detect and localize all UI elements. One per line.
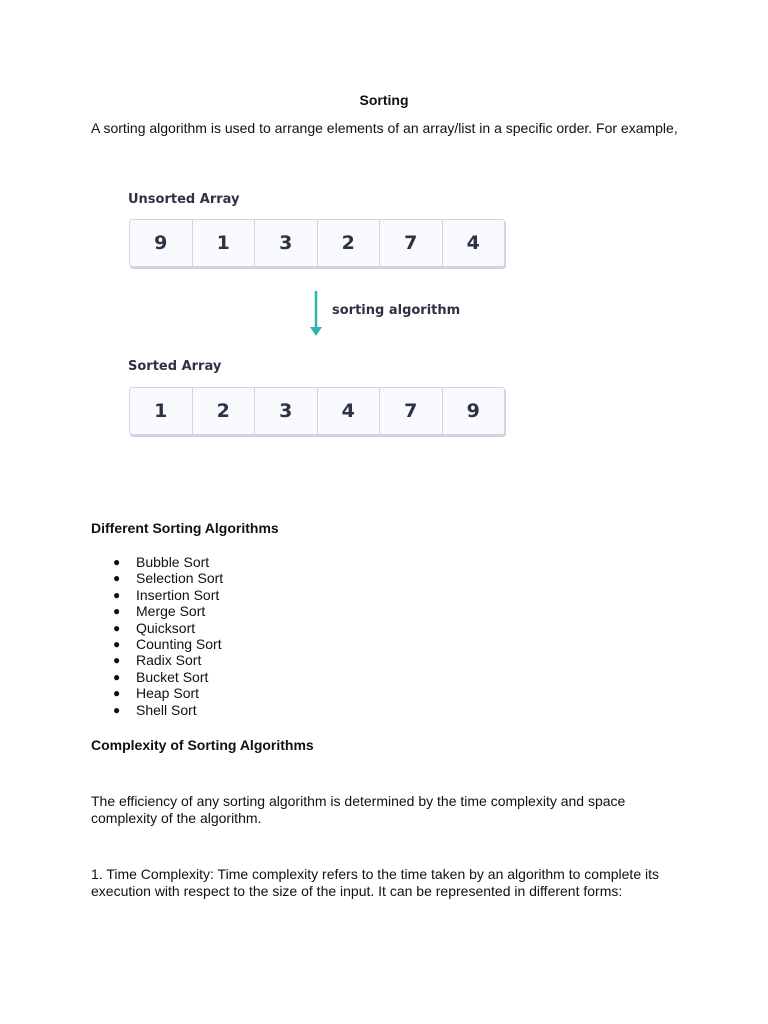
bullet-icon: ●	[113, 604, 121, 619]
bullet-icon: ●	[113, 653, 121, 668]
list-item-label: Radix Sort	[136, 652, 202, 669]
list-item-label: Shell Sort	[136, 701, 197, 718]
array-cell: 2	[318, 220, 381, 266]
unsorted-array	[129, 219, 505, 267]
list-item-label: Heap Sort	[136, 685, 200, 702]
list-item-label: Merge Sort	[136, 603, 206, 620]
intro-paragraph: A sorting algorithm is used to arrange elements of an array/list in a specific order. For example,	[91, 120, 678, 136]
array-cell: 9	[466, 400, 480, 422]
bullet-icon: ●	[113, 555, 121, 569]
time-complexity-paragraph: 1. Time Complexity: Time complexity refers to the time taken by an algorithm to complete its execution with respect to the size of the input. It can be represented in different forms:	[91, 866, 659, 899]
list-item	[91, 570, 223, 586]
bullet-icon: ●	[113, 571, 121, 586]
bullet-icon: ●	[113, 620, 121, 635]
bullet-icon: ●	[113, 686, 121, 701]
array-cell: 7	[380, 388, 443, 434]
complexity-heading: Complexity of Sorting Algorithms	[91, 737, 314, 753]
list-item	[91, 669, 223, 685]
array-cell: 4	[466, 232, 480, 254]
list-item	[91, 554, 223, 570]
list-item-label: Counting Sort	[136, 635, 222, 652]
list-item-label: Insertion Sort	[136, 586, 220, 603]
array-cell: 4	[318, 388, 381, 434]
list-item-label: Bucket Sort	[136, 668, 209, 685]
bullet-icon: ●	[113, 587, 121, 602]
list-item	[91, 652, 223, 668]
page-title: Sorting	[359, 92, 409, 108]
list-item	[91, 702, 223, 718]
down-arrow-icon	[309, 291, 323, 337]
array-cell: 7	[380, 220, 443, 266]
sorting-algorithm-label: sorting algorithm	[332, 303, 461, 318]
array-cell: 9	[130, 220, 193, 266]
sorting-figure	[120, 185, 520, 450]
array-cell: 2	[193, 388, 256, 434]
list-item	[91, 685, 223, 701]
list-item-label: Selection Sort	[136, 570, 224, 587]
list-item-label: Quicksort	[136, 619, 196, 636]
sorted-array	[129, 387, 505, 435]
list-item	[91, 587, 223, 603]
bullet-icon: ●	[113, 669, 121, 684]
bullet-icon: ●	[113, 702, 121, 717]
array-cell: 3	[255, 388, 318, 434]
list-item	[91, 636, 223, 652]
unsorted-array-label: Unsorted Array	[128, 192, 240, 207]
array-cell: 3	[255, 220, 318, 266]
list-item-label: Bubble Sort	[136, 554, 210, 570]
list-item	[91, 603, 223, 619]
array-cell: 1	[193, 220, 256, 266]
list-item	[91, 620, 223, 636]
efficiency-paragraph: The efficiency of any sorting algorithm is determined by the time complexity and space complexity of the algorithm.	[91, 793, 626, 826]
array-cell: 1	[130, 388, 193, 434]
algorithm-list	[91, 554, 223, 718]
algorithms-heading: Different Sorting Algorithms	[91, 520, 279, 536]
sorted-array-label: Sorted Array	[128, 359, 222, 374]
bullet-icon: ●	[113, 636, 121, 651]
